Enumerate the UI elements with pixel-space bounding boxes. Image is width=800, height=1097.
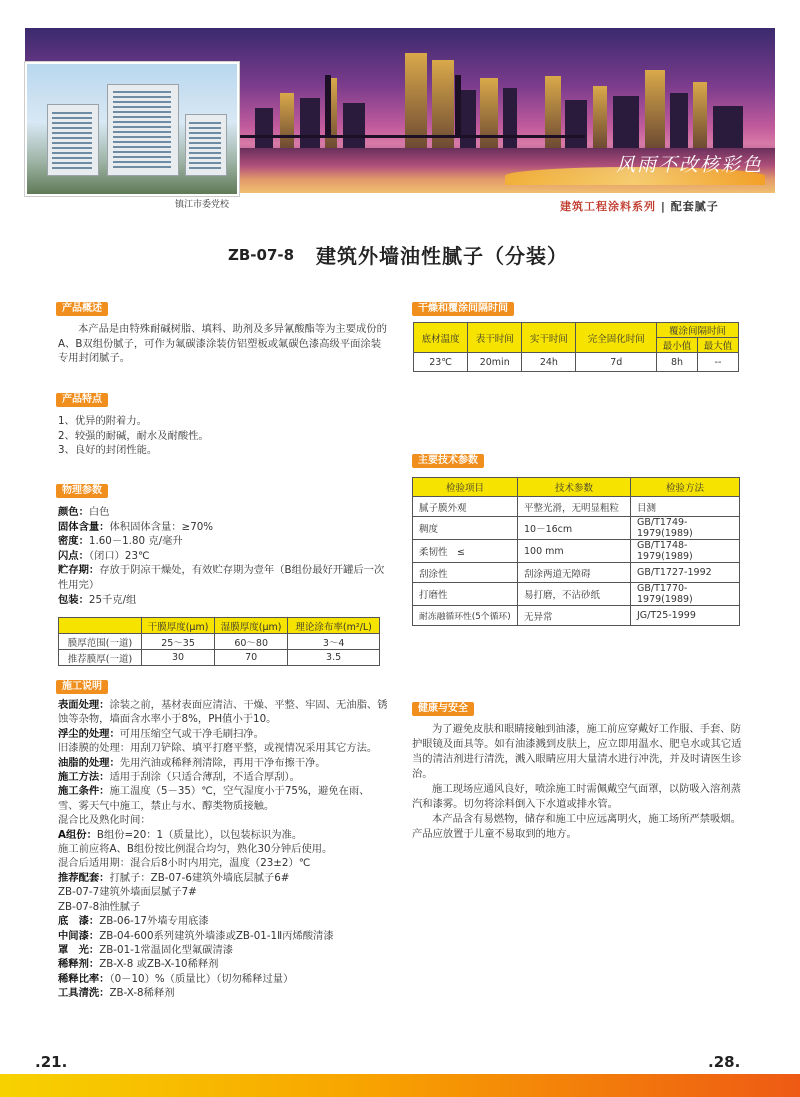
table-row: 刮涂性 刮涂两道无障碍 GB/T1727-1992 (413, 563, 740, 583)
tech-params-table: 检验项目 技术参数 检验方法 腻子膜外观 平整光滑，无明显粗粒 目测 稠度 10－16cm GB/T1749-1979(1989) 柔韧性 ≤ 100 mm GB/T1748-1979(1989) 刮涂性 刮涂两道无障碍 GB/T1727-1992 打磨性 易打磨，不沾砂纸 GB/T1770-1979(1989) 耐冻融循环性(5个循环) 无异常 JG/T25-1999 (412, 477, 740, 626)
feature-item: 1、优异的附着力。 (58, 415, 147, 427)
section-header-features: 产品特点 (56, 393, 108, 407)
section-header-instructions: 施工说明 (56, 680, 108, 694)
physical-params: 颜色：白色 固体含量：体积固体含量：≥70% 密度：1.60－1.80 克/毫升 闪点：（闭口）23℃ 贮存期：存放于阴凉干燥处，有效贮存期为壹年（B组份最好开罐后一次性用完） 包装：25千克/组 (58, 506, 385, 606)
table-row: 稠度 10－16cm GB/T1749-1979(1989) (413, 517, 740, 540)
section-header-drying: 干燥和覆涂间隔时间 (412, 302, 514, 316)
safety-body: 为了避免皮肤和眼睛接触到油漆，施工前应穿戴好工作服、手套、防护眼镜及面具等。如有油漆溅到皮肤上，应立即用温水、肥皂水或其它适当的清洁剂进行清洗，溅入眼睛应用大量清水进行冲洗，并及时请医生诊治。 施工现场应通风良好，喷涂施工时需佩戴空气面罩，以防吸入溶剂蒸汽和漆雾。切勿将涂料倒入下水道或排水管。 本产品含有易燃物，储存和施工中应远离明火，施工场所严禁吸烟。产品应放置于儿童不易取到的地方。 (412, 723, 742, 840)
section-header-tech: 主要技术参数 (412, 454, 484, 468)
building-photo (25, 62, 239, 196)
table-row: 柔韧性 ≤ 100 mm GB/T1748-1979(1989) (413, 540, 740, 563)
feature-item: 2、较强的耐碱，耐水及耐酸性。 (58, 429, 209, 442)
series-separator: | (660, 200, 666, 213)
table-row: 23℃ 20min 24h 7d 8h -- (414, 353, 739, 372)
photo-caption: 镇江市委党校 (175, 200, 230, 210)
page-number-right: .28. (708, 1053, 741, 1071)
calligraphy-text: 风雨不改核彩色 (615, 154, 763, 176)
section-header-physical: 物理参数 (56, 484, 108, 498)
page-number-left: .21. (35, 1053, 68, 1071)
table-row: 膜厚范围(一道) 25～35 60～80 3～4 (59, 634, 380, 650)
bridge-graphic (205, 75, 585, 138)
overview-text: 本产品是由特殊耐碱树脂、填料、助剂及多异氰酸酯等为主要成份的A、B双组份腻子，可作为氟碳漆涂装仿铝塑板或氟碳色漆高级平面涂装专用封闭腻子。 (58, 323, 387, 365)
table-row: 推荐膜厚(一道) 30 70 3.5 (59, 650, 380, 666)
product-code: ZB-07-8 (228, 246, 295, 264)
section-header-overview: 产品概述 (56, 302, 108, 316)
instructions-body: 表面处理：涂装之前，基材表面应清洁、干燥、平整、牢固、无油脂、锈蚀等杂物，墙面含水率小于8%，PH值小于10。 浮尘的处理：可用压缩空气或干净毛刷扫净。 旧漆膜的处理：用刮刀铲除、填平打磨平整，或视情况采用其它方法。 油脂的处理：先用汽油或稀释剂清除，再用干净布擦干净。 施工方法：适用于刮涂（只适合薄刮，不适合厚刮）。 施工条件：施工温度（5－35）℃，空气湿度小于75%，避免在雨、雪、雾天气中施工，禁止与水、醇类物质接触。 混合比及熟化时间： A组份：B组份=20：1（质量比），以包装标识为准。 施工前应将A、B组份按比例混合均匀，熟化30分钟后使用。 混合后适用期：混合后8小时内用完，温度（23±2）℃ 推荐配套：打腻子：ZB-07-6建筑外墙底层腻子6# ZB-07-7建筑外墙面层腻子7# ZB-07-8油性腻子 底 漆：ZB-06-17外墙专用底漆 中间漆：ZB-04-600系列建筑外墙漆或ZB-01-1Ⅱ丙烯酸清漆 罩 光：ZB-01-1常温固化型氟碳清漆 稀释剂：ZB-X-8 或ZB-X-10稀释剂 稀释比率：（0－10）%（质量比）（切勿稀释过量） 工具清洗：ZB-X-8稀释剂 (58, 699, 388, 1000)
table-row: 耐冻融循环性(5个循环) 无异常 JG/T25-1999 (413, 606, 740, 626)
table-row: 打磨性 易打磨，不沾砂纸 GB/T1770-1979(1989) (413, 583, 740, 606)
feature-item: 3、良好的封闭性能。 (58, 444, 158, 457)
page-title: 建筑外墙油性腻子（分装） (316, 244, 568, 268)
drying-table: 底材温度 表干时间 实干时间 完全固化时间 覆涂间隔时间 最小值 最大值 23℃ 20min 24h 7d 8h -- (413, 322, 739, 372)
film-thickness-table: 干膜厚度(μm) 湿膜厚度(μm) 理论涂布率(m²/L) 膜厚范围(一道) 25～35 60～80 3～4 推荐膜厚(一道) 30 70 3.5 (58, 617, 380, 666)
table-row: 腻子膜外观 平整光滑，无明显粗粒 目测 (413, 497, 740, 517)
series-sub: 配套腻子 (670, 200, 719, 213)
series-name: 建筑工程涂料系列 (560, 200, 656, 213)
series-label (560, 198, 719, 214)
section-header-safety: 健康与安全 (412, 702, 474, 716)
features-list (58, 414, 388, 458)
footer-bar (0, 1074, 800, 1097)
